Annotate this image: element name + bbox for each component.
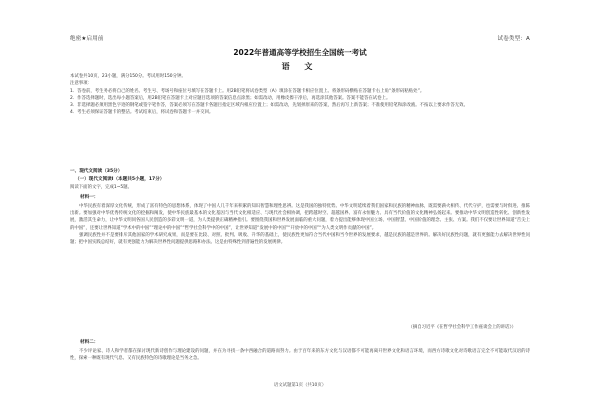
material-2-text xyxy=(70,348,530,362)
material-1-paragraph: 中华民族有着深厚文化传统，形成了富有特色的思想体系，体现了中国人几千年来积累的知识智慧和理性思辨。这是我国的独特优势。中华文明延续着我们国家和民族的精神血脉，既需要薪火相传、代代守护，也需要与时俱进、推陈出新。要加强对中华优秀传统文化的挖掘和阐发，使中华民族最基本的文化基因与当代文化相适应、与现代社会相协调，把跨越时空、超越国界、富有永恒魅力、具有当代价值的文化精神弘扬起来。要推动中华文明创造性转化、创新性发展，激活其生命力，让中华文明同各国人民创造的多彩文明一道，为人类提供正确精神指引。要围绕我国和世界发展面临的重大问题，着力提出能够体现中国立场、中国智慧、中国价值的理念、主张、方案。我们不仅要让世界知道“舌尖上的中国”，还要让世界知道“学术中的中国”“理论中的中国”“哲学社会科学中的中国”，让世界知道“发展中的中国”“开放中的中国”“为人类文明作贡献的中国”。 xyxy=(70,204,530,231)
material-1-text xyxy=(70,203,530,246)
notice-item: 4．考生必须保证答题卡的整洁。考试结束后，将试卷和答题卡一并交回。 xyxy=(70,110,214,116)
notice-item: 2．作答选择题时，选出每小题答案后，用2B铅笔在答题卡上对应题目选项的答案信息点涂黑；如需改动，用橡皮擦干净后，再选涂其他答案。答案不能答在试卷上。 xyxy=(70,95,391,101)
paper-type-label: 试卷类型：A xyxy=(497,36,530,42)
section-heading: 一、现代文阅读（35分） xyxy=(70,169,123,174)
subject-title: 语 文 xyxy=(281,62,319,71)
material-1-paragraph: 强调民族性并不是要排斥其他国家的学术研究成果，而是要在比较、对照、批判、吸收、升华的基础上，使民族性更加符合当代中国和当今世界的发展要求，越是民族的越是世界的。解决好民族性问题，就有更强能力去解决世界性问题；把中国实践总结好，就有更强能力为解决世界性问题提供思路和办法。这是由特殊性到普遍性的发展规律。 xyxy=(70,232,530,246)
instructions-block xyxy=(70,73,530,117)
material-2-label: 材料二： xyxy=(80,340,99,345)
secret-label: 绝密★启用前 xyxy=(70,36,104,42)
page-header xyxy=(70,34,530,44)
notice-item: 3．非选择题必须用黑色字迹的钢笔或签字笔作答，答案必须写在答题卡各题目指定区域内相应位置上；如需改动，先划掉原来的答案，然后再写上新答案；不准使用铅笔和涂改液。不按以上要求作答无效。 xyxy=(70,103,468,109)
subsection-heading: （一）现代文阅读Ⅰ（本题共5小题，17分） xyxy=(75,177,165,182)
notice-item: 1．答卷前，考生务必将自己的姓名、考生号、考场号和座位号填写在答题卡上。用2B铅笔将试卷类型（A）填涂在答题卡相应位置上。将条形码横贴在答题卡右上角“条形码粘贴处”。 xyxy=(70,88,425,94)
material-2-paragraph: 不少评论家、诗人和学者都在探讨现代新诗创作与理论建设的问题，并在为寻找一条中西融合的道路而努力。由于百年来的东方文化与汉语都不可能再离开世界文化和语言环境，而西方诗歌文化对诗歌语言完全不可能取代汉语的诗性，探索一种既有现代气息、又有民族特色的诗歌理论是当务之急。 xyxy=(70,349,530,362)
material-1-citation: （摘自习近平《在哲学社会科学工作座谈会上的讲话》） xyxy=(408,325,516,330)
reading-note: 阅读下面的文字，完成1~5题。 xyxy=(70,185,132,190)
material-1-label: 材料一： xyxy=(80,195,99,200)
page-footer: 语文试题第1页（共10页） xyxy=(273,383,327,388)
notice-heading: 注意事项： xyxy=(70,81,92,87)
exam-page xyxy=(70,0,530,400)
intro-text: 本试卷共10页，23小题，满分150分。考试用时150分钟。 xyxy=(70,74,186,79)
exam-title: 2022年普通高等学校招生全国统一考试 xyxy=(233,48,367,57)
